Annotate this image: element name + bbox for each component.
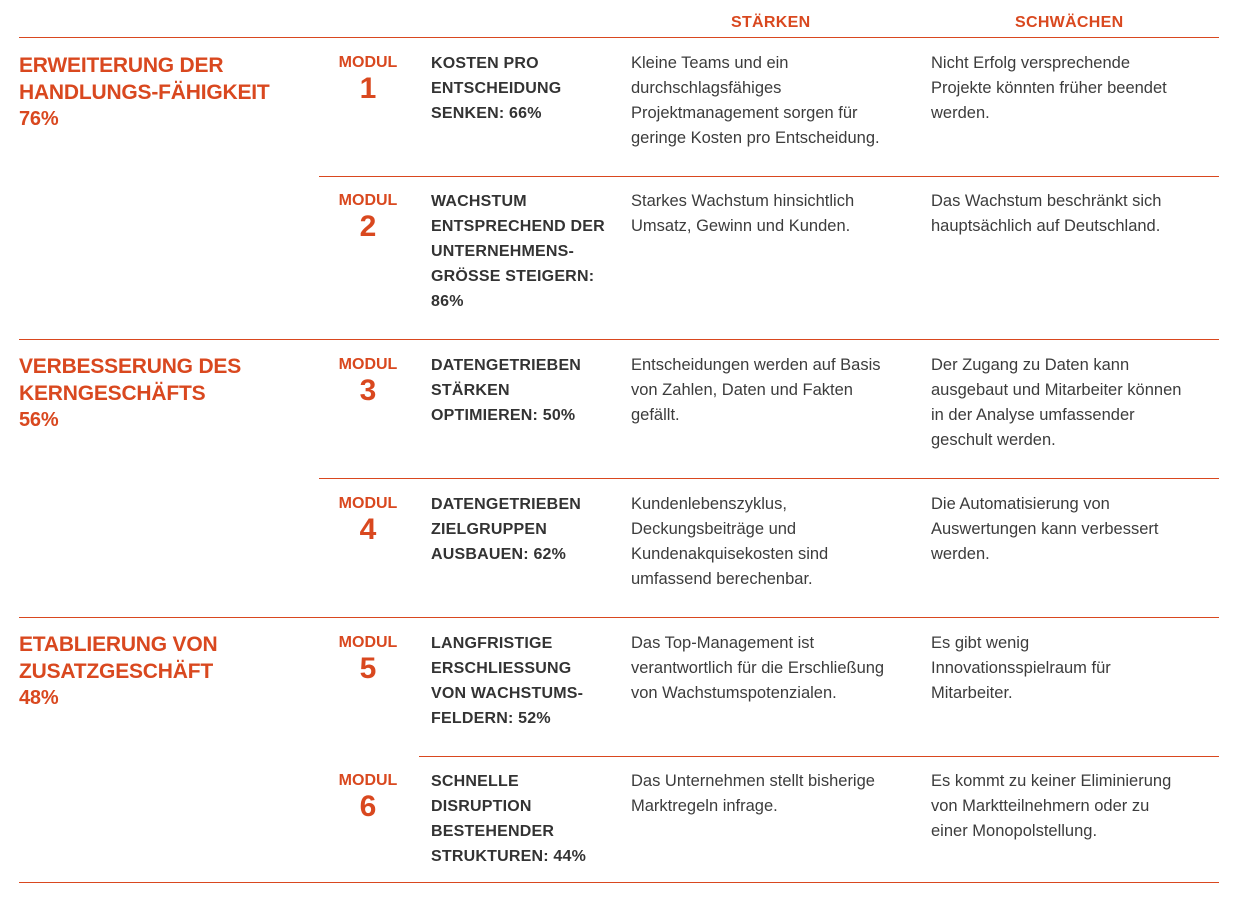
modul-number: 2 — [359, 210, 377, 243]
divider-top — [19, 37, 1219, 38]
divider-module-5-6 — [419, 756, 1219, 757]
modul-number: 4 — [359, 513, 377, 546]
schwaechen-text-1: Nicht Erfolg versprechende Projekte könnten früher beendet werden. — [931, 54, 1167, 122]
modul-number: 5 — [359, 652, 377, 685]
section-percent-2: 56% — [19, 409, 59, 431]
staerken-text-6: Das Unternehmen stellt bisherige Marktregeln infrage. — [631, 772, 875, 815]
staerken-text-3: Entscheidungen werden auf Basis von Zahlen, Daten und Fakten gefällt. — [631, 356, 881, 424]
modul-number: 6 — [359, 790, 377, 823]
staerken-text-4: Kundenlebenszyklus, Deckungsbeiträge und Kundenakquisekosten sind umfassend berechenbar. — [631, 495, 829, 588]
section-percent-1: 76% — [19, 108, 59, 130]
divider-bottom — [19, 882, 1219, 883]
modul-title-2: WACHSTUM ENTSPRECHEND DER UNTERNEHMENS- GRÖSSE STEIGERN: 86% — [431, 193, 605, 310]
modul-badge-5: MODUL 5 — [330, 634, 406, 686]
modul-title-4: DATENGETRIEBEN ZIELGRUPPEN AUSBAUEN: 62% — [431, 496, 582, 563]
section-title-2: VERBESSERUNG DES KERNGESCHÄFTS 56% — [19, 353, 309, 433]
modul-badge-4: MODUL 4 — [330, 495, 406, 547]
section-title-3: ETABLIERUNG VON ZUSATZGESCHÄFT 48% — [19, 631, 309, 711]
divider-module-1-2 — [319, 176, 1219, 177]
schwaechen-text-2: Das Wachstum beschränkt sich hauptsächlich auf Deutschland. — [931, 192, 1162, 235]
staerken-text-2: Starkes Wachstum hinsichtlich Umsatz, Gewinn und Kunden. — [631, 192, 855, 235]
schwaechen-text-4: Die Automatisierung von Auswertungen kann verbessert werden. — [931, 495, 1159, 563]
modul-number: 3 — [359, 374, 377, 407]
modul-title-3: DATENGETRIEBEN STÄRKEN OPTIMIEREN: 50% — [431, 357, 582, 424]
divider-section-2-3 — [19, 617, 1219, 618]
modul-title-6: SCHNELLE DISRUPTION BESTEHENDER STRUKTUREN: 44% — [431, 773, 587, 865]
modul-number: 1 — [359, 72, 377, 105]
staerken-text-5: Das Top-Management ist verantwortlich für die Erschließung von Wachstumspotenzialen. — [631, 634, 885, 702]
schwaechen-text-5: Es gibt wenig Innovationsspielraum für Mitarbeiter. — [931, 634, 1111, 702]
header-schwaechen: SCHWÄCHEN — [1015, 14, 1124, 31]
schwaechen-text-6: Es kommt zu keiner Eliminierung von Marktteilnehmern oder zu einer Monopolstellung. — [931, 772, 1172, 840]
modul-title-5: LANGFRISTIGE ERSCHLIESSUNG VON WACHSTUMS- FELDERN: 52% — [431, 635, 584, 727]
modul-badge-6: MODUL 6 — [330, 772, 406, 824]
modul-badge-1: MODUL 1 — [330, 54, 406, 106]
divider-module-3-4 — [319, 478, 1219, 479]
divider-section-1-2 — [19, 339, 1219, 340]
section-percent-3: 48% — [19, 687, 59, 709]
modul-title-1: KOSTEN PRO ENTSCHEIDUNG SENKEN: 66% — [431, 55, 562, 122]
schwaechen-text-3: Der Zugang zu Daten kann ausgebaut und Mitarbeiter können in der Analyse umfassender geschult werden. — [931, 356, 1182, 449]
section-title-1: ERWEITERUNG DER HANDLUNGS-FÄHIGKEIT 76% — [19, 52, 309, 132]
header-staerken: STÄRKEN — [731, 14, 811, 31]
modul-badge-2: MODUL 2 — [330, 192, 406, 244]
staerken-text-1: Kleine Teams und ein durchschlagsfähiges Projektmanagement sorgen für geringe Kosten pro Entscheidung. — [631, 54, 880, 147]
modul-badge-3: MODUL 3 — [330, 356, 406, 408]
